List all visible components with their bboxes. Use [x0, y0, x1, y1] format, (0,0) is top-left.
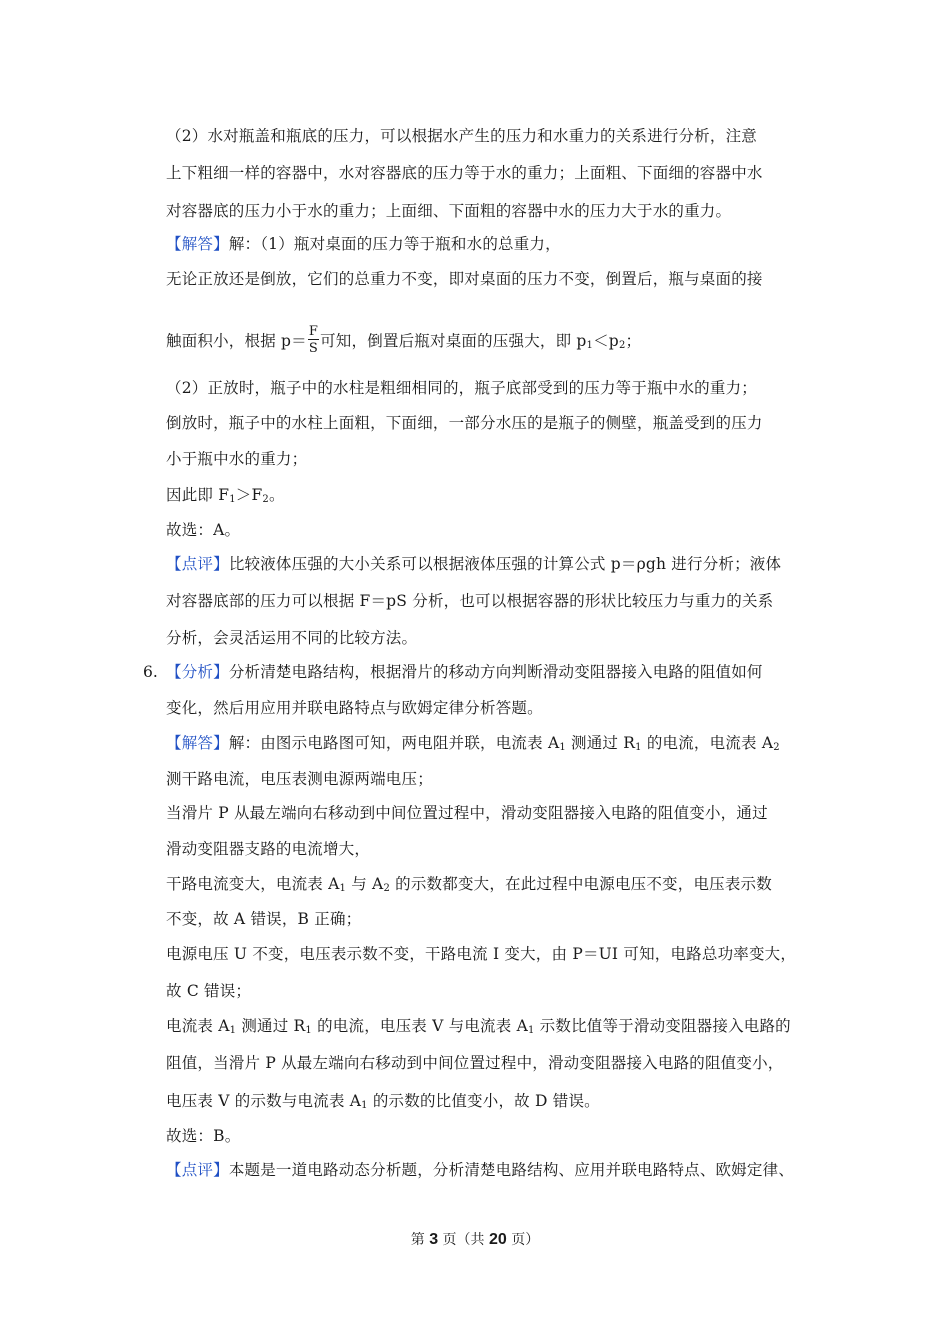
text-span: 的电流，电压表 V 与电流表 A [311, 1017, 528, 1035]
text-line: 当滑片 P 从最左端向右移动到中间位置过程中，滑动变阻器接入电路的阻值变小，通过 [166, 804, 768, 822]
text-line: 测干路电流，电压表测电源两端电压； [166, 770, 433, 788]
subscript: 2 [618, 340, 626, 351]
answer-tag: 【解答】 [166, 734, 229, 752]
text-line: 倒放时，瓶子中的水柱上面粗，下面细，一部分水压的是瓶子的侧壁，瓶盖受到的压力 [166, 414, 763, 432]
fraction [308, 325, 319, 355]
analysis-tag: 【分析】 [166, 663, 229, 681]
subscript: 2 [262, 494, 269, 505]
page-footer [0, 1230, 950, 1250]
text-line: 小于瓶中水的重力； [166, 450, 308, 468]
text-span: 测通过 R [565, 734, 636, 752]
text-span: 电流表 A [166, 1017, 230, 1035]
text-line: 上下粗细一样的容器中，水对容器底的压力等于水的重力；上面粗、下面细的容器中水 [166, 164, 763, 182]
subscript: 1 [305, 1025, 312, 1036]
text-span: 的示数的比值变小，故 D 错误。 [367, 1092, 600, 1110]
text-span: 示数比值等于滑动变阻器接入电路的 [534, 1017, 791, 1035]
subscript: 1 [527, 1025, 535, 1036]
text-line [166, 1090, 600, 1112]
subscript: 1 [229, 494, 236, 505]
answer-tag: 【解答】 [166, 235, 229, 253]
text-span: 触面积小，根据 p＝ [166, 332, 307, 350]
text-line: 分析，会灵活运用不同的比较方法。 [166, 629, 418, 647]
text-line [166, 873, 772, 895]
text-line: 阻值，当滑片 P 从最左端向右移动到中间位置过程中，滑动变阻器接入电路的阻值变小， [166, 1054, 784, 1072]
text-line: 电源电压 U 不变，电压表示数不变，干路电流 I 变大，由 P＝UI 可知，电路总功率变大， [166, 945, 797, 963]
comment-text: 比较液体压强的大小关系可以根据液体压强的计算公式 p＝ρgh 进行分析；液体 [228, 555, 782, 573]
text-line [166, 484, 285, 506]
footer-text: 页（共 [438, 1232, 489, 1248]
text-span: ＜p [593, 332, 619, 350]
comment-line [166, 1159, 794, 1181]
fraction-numerator: F [308, 324, 319, 339]
comment-tag: 【点评】 [166, 1161, 229, 1179]
text-span: ＞F [235, 486, 263, 504]
analysis-line [166, 661, 763, 683]
subscript: 1 [635, 742, 642, 753]
fraction-denominator: S [308, 341, 319, 356]
total-pages-number: 20 [489, 1231, 507, 1248]
subscript: 2 [383, 883, 391, 894]
subscript: 1 [586, 340, 594, 351]
footer-text: 第 [410, 1232, 430, 1248]
text-span: 解：由图示电路图可知，两电阻并联，电流表 A [228, 734, 560, 752]
text-line: 故选：B。 [166, 1127, 241, 1145]
text-line: （2）水对瓶盖和瓶底的压力，可以根据水产生的压力和水重力的关系进行分析，注意 [166, 127, 757, 145]
question-number: 6. [143, 663, 158, 681]
subscript: 1 [229, 1025, 237, 1036]
text-span: 可知，倒置后瓶对桌面的压强大，即 p [320, 332, 587, 350]
text-line: 无论正放还是倒放，它们的总重力不变，即对桌面的压力不变，倒置后，瓶与桌面的接 [166, 270, 763, 288]
current-page-number: 3 [429, 1231, 439, 1248]
comment-text: 本题是一道电路动态分析题，分析清楚电路结构、应用并联电路特点、欧姆定律、 [228, 1161, 795, 1179]
footer-text: 页） [506, 1232, 540, 1248]
text-span: 因此即 F [166, 486, 230, 504]
comment-line [166, 553, 781, 575]
answer-line [166, 732, 780, 754]
formula-line [166, 324, 642, 357]
analysis-text: 分析清楚电路结构，根据滑片的移动方向判断滑动变阻器接入电路的阻值如何 [228, 663, 763, 681]
subscript: 1 [559, 742, 566, 753]
text-line: 变化，然后用应用并联电路特点与欧姆定律分析答题。 [166, 699, 543, 717]
text-span: 电压表 V 的示数与电流表 A [166, 1092, 362, 1110]
text-span: 的电流，电流表 A [641, 734, 774, 752]
text-line: 对容器底部的压力可以根据 F＝pS 分析，也可以根据容器的形状比较压力与重力的关系 [166, 592, 774, 610]
text-span: ； [625, 332, 642, 350]
text-line [166, 1015, 791, 1037]
text-line: 故选：A。 [166, 521, 241, 539]
comment-tag: 【点评】 [166, 555, 229, 573]
text-span: 干路电流变大，电流表 A [166, 875, 340, 893]
subscript: 2 [773, 742, 780, 753]
text-span: 。 [268, 486, 285, 504]
text-span: 测通过 R [236, 1017, 306, 1035]
answer-line [166, 233, 561, 255]
subscript: 1 [339, 883, 347, 894]
text-line: 故 C 错误； [166, 982, 252, 1000]
answer-text: 解：（1）瓶对桌面的压力等于瓶和水的总重力， [228, 235, 561, 253]
text-line: 对容器底的压力小于水的重力；上面细、下面粗的容器中水的压力大于水的重力。 [166, 202, 732, 220]
text-line: 滑动变阻器支路的电流增大， [166, 840, 371, 858]
subscript: 1 [361, 1100, 368, 1111]
text-span: 的示数都变大，在此过程中电源电压不变，电压表示数 [390, 875, 772, 893]
text-line: 不变，故 A 错误，B 正确； [166, 910, 362, 928]
text-span: 与 A [346, 875, 384, 893]
text-line: （2）正放时，瓶子中的水柱是粗细相同的，瓶子底部受到的压力等于瓶中水的重力； [166, 379, 757, 397]
